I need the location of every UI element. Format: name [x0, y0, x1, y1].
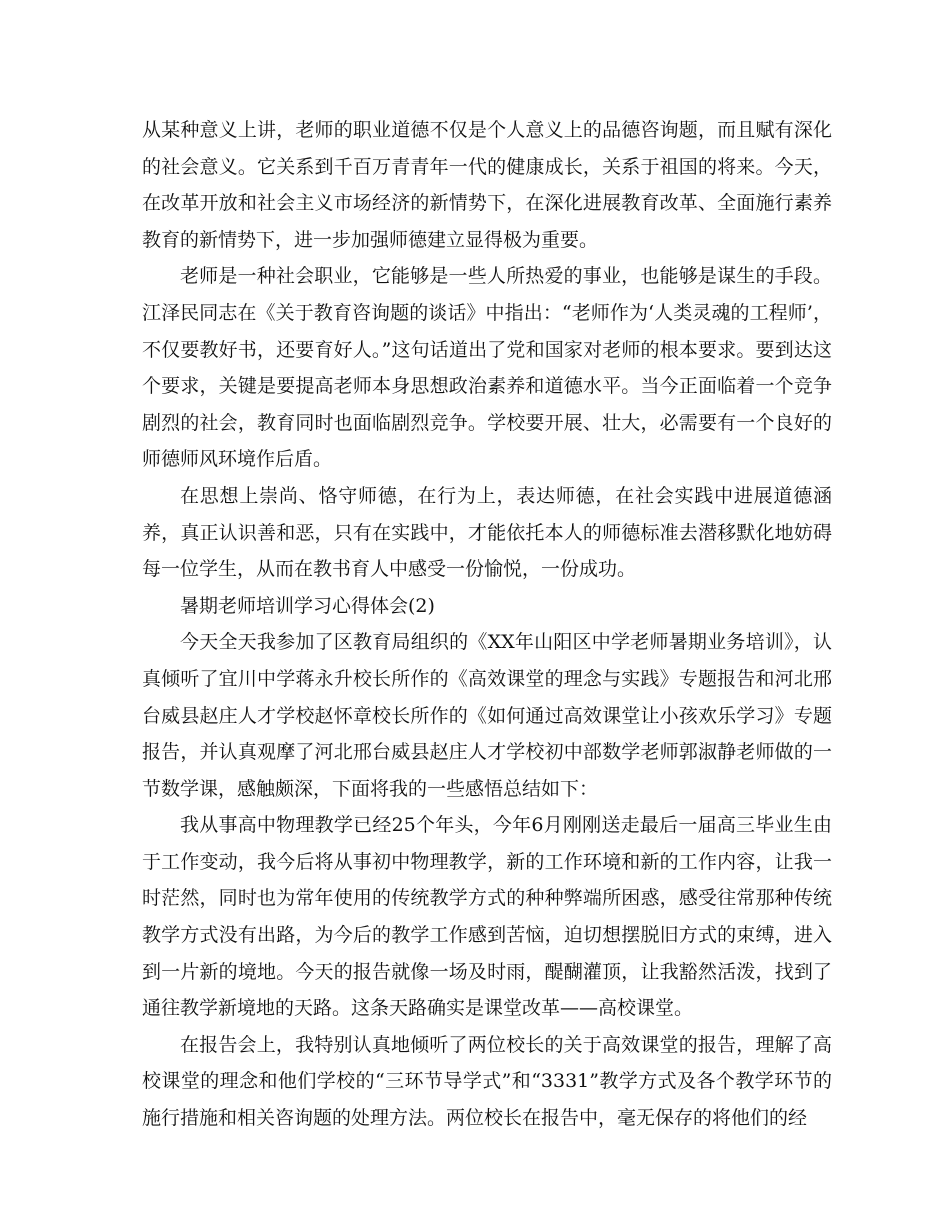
paragraph-3: 在思想上崇尚、恪守师德，在行为上，表达师德，在社会实践中进展道德涵养，真正认识善和恶，只有在实践中，才能依托本人的师德标准去潜移默化地妨碍每一位学生，从而在教书育人中感受一份愉悦，一份成功。: [142, 484, 832, 581]
paragraph-1: 从某种意义上讲，老师的职业道德不仅是个人意义上的品德咨询题，而且赋有深化的社会意义。它关系到千百万青青年一代的健康成长，关系于祖国的将来。今天，在改革开放和社会主义市场经济的新情势下，在深化进展教育改革、全面施行素养教育的新情势下，进一步加强师德建立显得极为重要。: [142, 119, 832, 251]
paragraph-2: 老师是一种社会职业，它能够是一些人所热爱的事业，也能够是谋生的手段。江泽民同志在《关于教育咨询题的谈话》中指出：“老师作为‘人类灵魂的工程师’，不仅要教好书，还要育好人。”这句话道出了党和国家对老师的根本要求。要到达这个要求，关键是要提高老师本身思想政治素养和道德水平。当今正面临着一个竞争剧烈的社会，教育同时也面临剧烈竞争。学校要开展、壮大，必需要有一个良好的师德师风环境作后盾。: [142, 265, 832, 471]
section-heading: 暑期老师培训学习心得体会(2): [180, 594, 435, 617]
paragraph-6: 在报告会上，我特别认真地倾听了两位校长的关于高效课堂的报告，理解了高校课堂的理念和他们学校的“三环节导学式”和“3331”教学方式及各个教学环节的施行措施和相关咨询题的处理方法。两位校长在报告中，毫无保存的将他们的经: [142, 1033, 832, 1130]
paragraph-4: 今天全天我参加了区教育局组织的《XX年山阳区中学老师暑期业务培训》，认真倾听了宜川中学蒋永升校长所作的《高效课堂的理念与实践》专题报告和河北邢台威县赵庄人才学校赵怀章校长所作的《如何通过高效课堂让小孩欢乐学习》专题报告，并认真观摩了河北邢台威县赵庄人才学校初中部数学老师郭淑静老师做的一节数学课，感触颇深，下面将我的一些感悟总结如下：: [142, 631, 832, 800]
document-body: [142, 112, 832, 1137]
paragraph-5: 我从事高中物理教学已经25个年头，今年6月刚刚送走最后一届高三毕业生由于工作变动，我今后将从事初中物理教学，新的工作环境和新的工作内容，让我一时茫然，同时也为常年使用的传统教学方式的种种弊端所困惑，感受往常那种传统教学方式没有出路，为今后的教学工作感到苦恼，迫切想摆脱旧方式的束缚，进入到一片新的境地。今天的报告就像一场及时雨，醍醐灌顶，让我豁然活泼，找到了通往教学新境地的天路。这条天路确实是课堂改革——高校课堂。: [142, 814, 832, 1020]
